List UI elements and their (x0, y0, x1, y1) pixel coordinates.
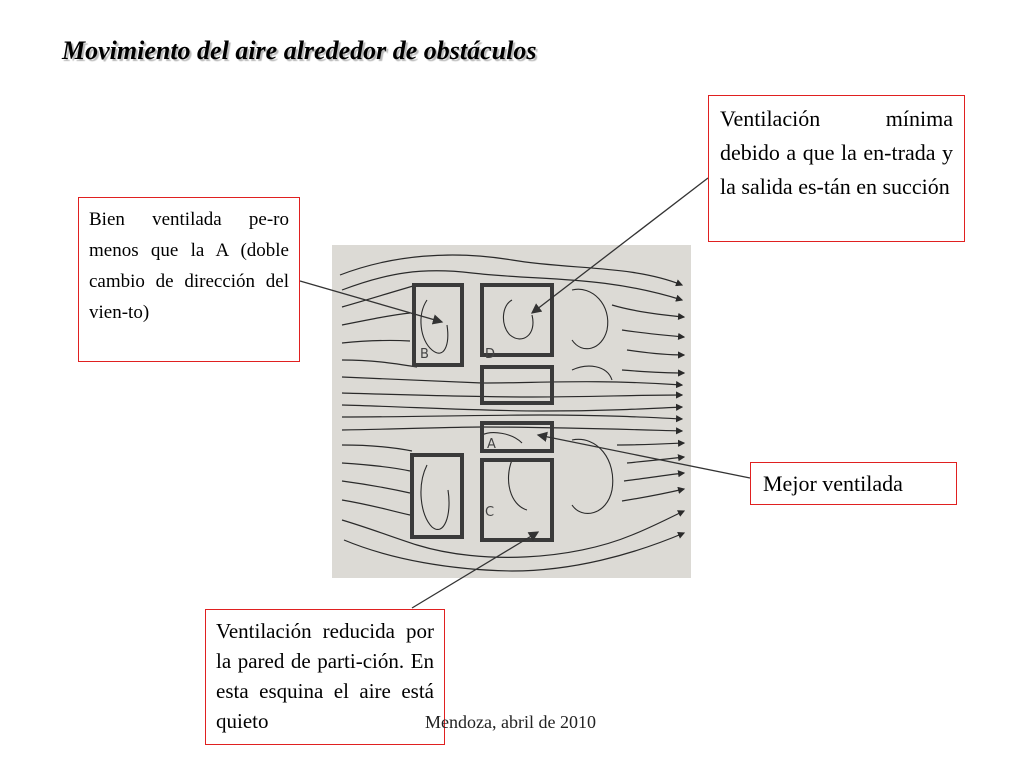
pointer-b (300, 281, 442, 322)
pointer-d (532, 178, 708, 313)
footer-text: Mendoza, abril de 2010 (425, 712, 596, 732)
label-a: A (487, 437, 496, 452)
label-b: B (420, 347, 429, 362)
label-d: D (485, 347, 496, 362)
callout-minimal-ventilation: Ventilación mínima debido a que la en-trada y la salida es-tán en succión (708, 95, 965, 242)
pointer-a (538, 435, 750, 478)
callout-well-ventilated: Bien ventilada pe-ro menos que la A (doble cambio de dirección del vien-to) (78, 197, 300, 362)
slide-title: Movimiento del aire alrededor de obstáculos (62, 36, 537, 65)
pointer-c (412, 532, 538, 608)
callout-reduced-ventilation: Ventilación reducida por la pared de parti-ción. En esta esquina el aire está quieto (205, 609, 445, 745)
callout-best-ventilated: Mejor ventilada (750, 462, 957, 505)
label-c: C (485, 505, 495, 520)
